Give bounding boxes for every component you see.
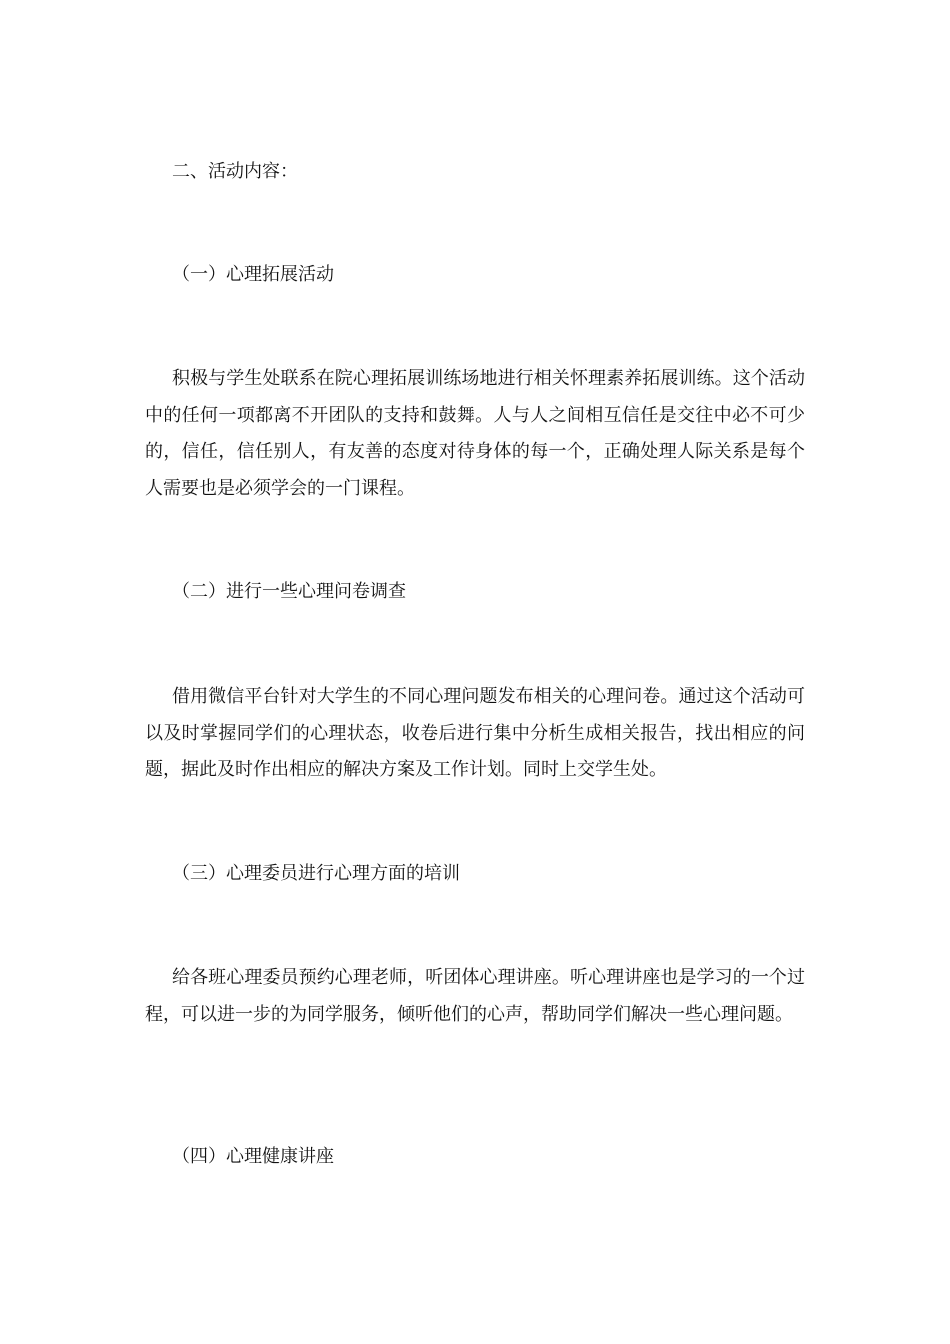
- subheading-3: （三）心理委员进行心理方面的培训: [172, 863, 460, 884]
- subheading-4: （四）心理健康讲座: [172, 1146, 334, 1167]
- paragraph-1: 积极与学生处联系在院心理拓展训练场地进行相关怀理素养拓展训练。这个活动中的任何一项都离不开团队的支持和鼓舞。人与人之间相互信任是交往中必不可少的，信任，信任别人，有友善的态度对待身体的每一个，正确处理人际关系是每个人需要也是必须学会的一门课程。: [145, 368, 805, 499]
- paragraph-3: 给各班心理委员预约心理老师，听团体心理讲座。听心理讲座也是学习的一个过程，可以进一步的为同学服务，倾听他们的心声，帮助同学们解决一些心理问题。: [145, 967, 805, 1025]
- subheading-2: （二）进行一些心理问卷调查: [172, 581, 406, 602]
- subheading-1: （一）心理拓展活动: [172, 264, 334, 285]
- paragraph-2: 借用微信平台针对大学生的不同心理问题发布相关的心理问卷。通过这个活动可以及时掌握同学们的心理状态，收卷后进行集中分析生成相关报告，找出相应的问题，据此及时作出相应的解决方案及工作计划。同时上交学生处。: [145, 686, 805, 780]
- section-heading: 二、活动内容：: [172, 161, 298, 182]
